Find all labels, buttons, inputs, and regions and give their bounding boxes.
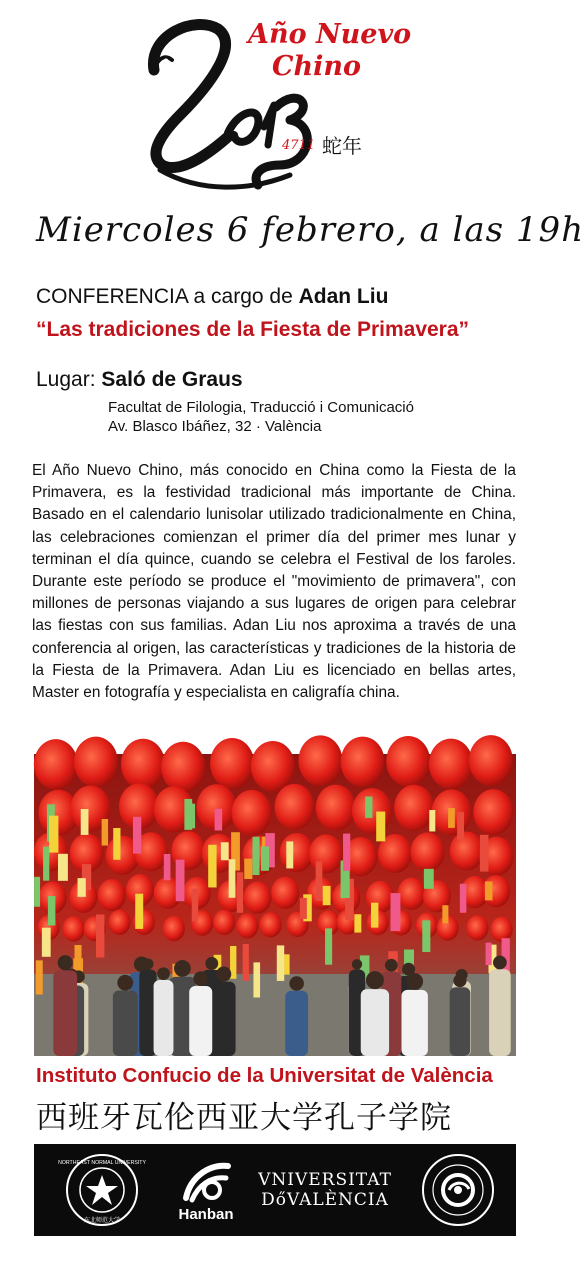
venue-name: Saló de Graus — [101, 368, 243, 391]
conference-prefix: CONFERENCIA a cargo de — [36, 285, 299, 308]
hanban-logo — [166, 1144, 246, 1236]
institute-name: Instituto Confucio de la Universitat de València — [36, 1064, 493, 1087]
venue-line — [36, 368, 243, 392]
event-description: El Año Nuevo Chino, más conocido en China como la Fiesta de la Primavera, es la festividad tradicional más importante de China. Basado en el calendario lunisolar utilizado tradicionalmente en China, las celebraciones comienzan el primer día del primer mes lunar y terminan el día quince, cuando se celebra el Festival de los faroles. Durante este período se produce el "movimiento de primavera", con millones de personas viajando a sus lugares de origen para celebrar las fiestas con sus familias. Adan Liu nos aproxima a través de una conferencia al origen, las características y tradiciones de la historia de la Fiesta de la Primavera. Adan Liu es licenciado en bellas artes, Master en fotografía y especialista en caligrafía china. — [32, 462, 516, 702]
lanterns-festival-photo — [34, 754, 516, 1056]
conference-line — [36, 285, 388, 309]
address-line-2: Av. Blasco Ibáñez, 32 · València — [108, 418, 322, 435]
hanban-label: Hanban — [178, 1205, 234, 1223]
institute-name-chinese: 西班牙瓦伦西亚大学孔子学院 — [36, 1100, 452, 1136]
address-line-1: Facultat de Filologia, Traducció i Comunicació — [108, 399, 414, 416]
title-chino: Chino — [272, 51, 362, 82]
event-date: Miercoles 6 febrero, a las 19h — [36, 210, 584, 250]
talk-title: “Las tradiciones de la Fiesta de Primavera” — [36, 318, 470, 341]
snake-year-chinese: 蛇年 — [322, 134, 362, 158]
nenu-cn-text: 东北师范大学 — [83, 1217, 121, 1224]
venue-address — [108, 398, 414, 436]
uv-line-1: VNIVERSITAT — [258, 1170, 392, 1190]
lunar-year-number: 4711 — [282, 138, 316, 153]
confucius-institute-seal-logo — [408, 1144, 508, 1236]
title-ano-nuevo: Año Nuevo — [248, 19, 412, 50]
sponsor-logo-bar — [34, 1144, 516, 1236]
nenu-text: NORTHEAST NORMAL UNIVERSITY — [58, 1160, 146, 1166]
uv-line-2: DőVALÈNCIA — [261, 1190, 389, 1210]
venue-label: Lugar: — [36, 368, 102, 391]
universitat-de-valencia-logo — [260, 1144, 390, 1236]
speaker-name: Adan Liu — [298, 285, 389, 308]
northeast-normal-university-logo — [52, 1144, 152, 1236]
